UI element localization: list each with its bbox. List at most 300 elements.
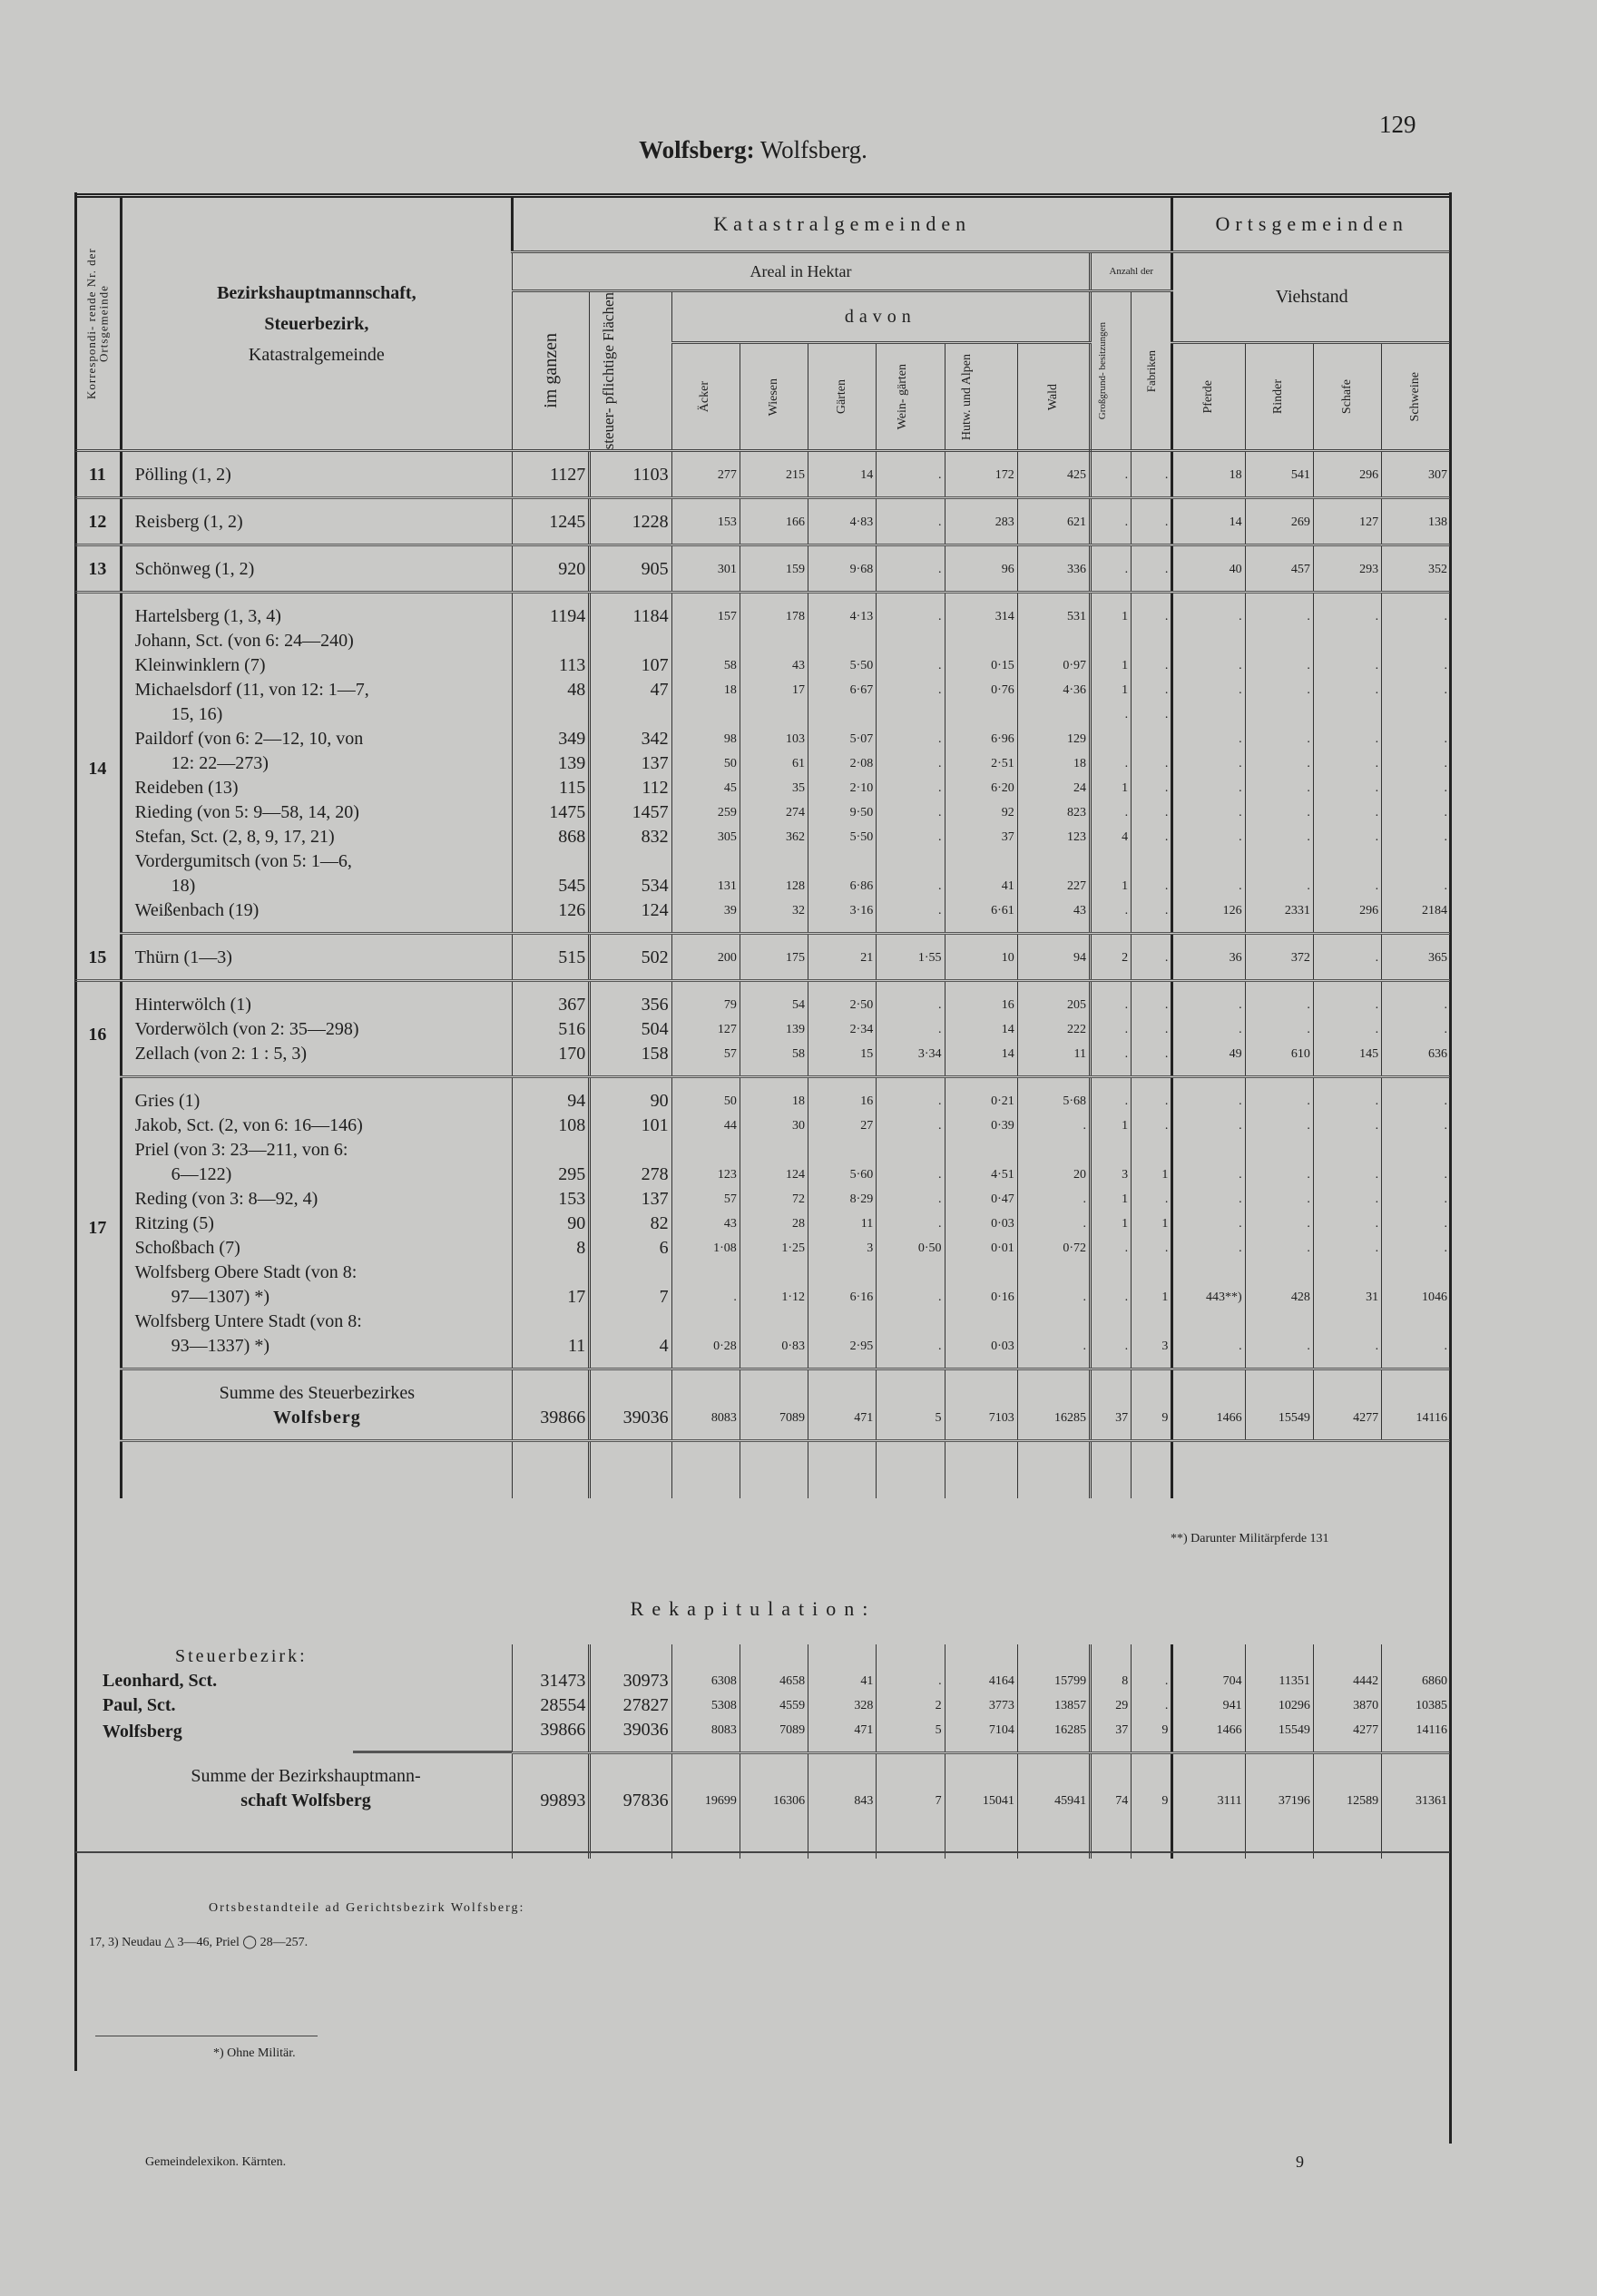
korr-number: 16 (88, 1025, 107, 1045)
cell-schafe: . (1313, 1077, 1381, 1114)
cell-wiesen (740, 1369, 808, 1407)
cell-wiesen: 35 (740, 776, 808, 800)
cell-steuerpflichtig: 47 (590, 678, 671, 702)
table-row (75, 1334, 1450, 1369)
footer-source: Gemeindelexikon. Kärnten. (145, 2155, 287, 2169)
recap-table (75, 1644, 1450, 1859)
cell-gaerten: 9·50 (808, 800, 877, 825)
tail-cell (945, 1441, 1017, 1499)
cell-grossgrund: 1 (1091, 1114, 1132, 1138)
cell-grossgrund: 1 (1091, 678, 1132, 702)
cell-aecker (671, 1753, 740, 1789)
cell-wald: 16285 (1017, 1406, 1090, 1441)
cell-rinder: 15549 (1245, 1406, 1313, 1441)
cell-aecker: 18 (671, 678, 740, 702)
cell-wiesen: 7089 (740, 1406, 808, 1441)
place-name: Stefan, Sct. (2, 8, 9, 17, 21) (121, 825, 512, 849)
cell-hutweiden: 283 (945, 498, 1017, 545)
cell-fabriken: 1 (1132, 1163, 1172, 1187)
tail-cell (671, 1441, 740, 1499)
table-row (75, 1212, 1450, 1236)
cell-schweine: . (1382, 825, 1450, 849)
cell-im-ganzen (513, 1644, 590, 1669)
cell-aecker (671, 1261, 740, 1285)
cell-pferde: 49 (1172, 1042, 1245, 1077)
cell-wald: 94 (1017, 934, 1090, 981)
table-row (75, 498, 1450, 545)
recap-label: Steuerbezirk: (175, 1646, 308, 1666)
table-row (75, 1285, 1450, 1310)
cell-hutweiden: 96 (945, 545, 1017, 593)
cell-weingaerten (877, 1310, 945, 1334)
cell-steuerpflichtig (590, 1261, 671, 1285)
cell-hutweiden: 41 (945, 874, 1017, 898)
cell-fabriken: 9 (1132, 1718, 1172, 1753)
cell-schweine (1382, 1310, 1450, 1334)
cell-pferde: 941 (1172, 1693, 1245, 1718)
cell-wiesen: 18 (740, 1077, 808, 1114)
cell-gaerten (808, 1138, 877, 1163)
cell-schafe: 3870 (1313, 1693, 1381, 1718)
cell-schweine: 6860 (1382, 1669, 1450, 1693)
cell-schafe: 145 (1313, 1042, 1381, 1077)
cell-im-ganzen (513, 629, 590, 653)
cell-fabriken: . (1132, 1236, 1172, 1261)
cell-wiesen: 16306 (740, 1789, 808, 1813)
cell-schweine: . (1382, 751, 1450, 776)
statistics-table (75, 193, 1450, 1498)
cell-hutweiden: 14 (945, 1017, 1017, 1042)
cell-weingaerten (877, 1369, 945, 1407)
cell-schafe: . (1313, 825, 1381, 849)
cell-weingaerten: . (877, 1017, 945, 1042)
cell-wiesen (740, 702, 808, 727)
korr-number: 11 (75, 451, 121, 498)
cell-grossgrund: 37 (1091, 1406, 1132, 1441)
cell-im-ganzen: 39866 (513, 1718, 590, 1753)
cell-schweine: . (1382, 1017, 1450, 1042)
cell-wald: 227 (1017, 874, 1090, 898)
cell-grossgrund (1091, 849, 1132, 874)
table-row (75, 934, 1450, 981)
cell-hutweiden (945, 629, 1017, 653)
place-name: Weißenbach (19) (121, 898, 512, 934)
cell-gaerten (808, 849, 877, 874)
cell-fabriken: . (1132, 498, 1172, 545)
cell-weingaerten: . (877, 545, 945, 593)
cell-pferde: . (1172, 593, 1245, 630)
cell-schafe (1313, 629, 1381, 653)
cell-steuerpflichtig: 137 (590, 751, 671, 776)
cell-pferde: . (1172, 1187, 1245, 1212)
cell-wiesen: 61 (740, 751, 808, 776)
cell-schweine (1382, 702, 1450, 727)
cell-wiesen: 159 (740, 545, 808, 593)
cell-rinder: . (1245, 800, 1313, 825)
cell-aecker: 131 (671, 874, 740, 898)
cell-weingaerten: . (877, 593, 945, 630)
cell-grossgrund (1091, 1310, 1132, 1334)
cell-wald: . (1017, 1334, 1090, 1369)
cell-gaerten (808, 1310, 877, 1334)
cell-aecker: 39 (671, 898, 740, 934)
cell-schafe: . (1313, 1212, 1381, 1236)
cell-aecker: 50 (671, 751, 740, 776)
cell-fabriken (1132, 1261, 1172, 1285)
place-name: 93—1337) *) (121, 1334, 512, 1369)
cell-rinder: 2331 (1245, 898, 1313, 934)
cell-steuerpflichtig: 158 (590, 1042, 671, 1077)
cell-hutweiden: 0·47 (945, 1187, 1017, 1212)
cell-steuerpflichtig: 1228 (590, 498, 671, 545)
cell-hutweiden: 6·20 (945, 776, 1017, 800)
cell-gaerten: 328 (808, 1693, 877, 1718)
cell-wald: 222 (1017, 1017, 1090, 1042)
cell-grossgrund: . (1091, 498, 1132, 545)
cell-schafe (1313, 1369, 1381, 1407)
table-row (75, 981, 1450, 1018)
cell-aecker: 8083 (671, 1718, 740, 1753)
cell-weingaerten: . (877, 981, 945, 1018)
place-name: Reisberg (1, 2) (121, 498, 512, 545)
cell-wiesen: 32 (740, 898, 808, 934)
cell-schweine (1382, 849, 1450, 874)
cell-schafe (1313, 1138, 1381, 1163)
col-wiesen: Wiesen (766, 378, 780, 416)
cell-im-ganzen (513, 1138, 590, 1163)
table-row (75, 800, 1450, 825)
table-header (75, 196, 1450, 451)
cell-wiesen: 4559 (740, 1693, 808, 1718)
korr-number: 13 (75, 545, 121, 593)
cell-wald: 15799 (1017, 1669, 1090, 1693)
cell-wald (1017, 1644, 1090, 1669)
cell-im-ganzen: 11 (513, 1334, 590, 1369)
cell-rinder (1245, 1753, 1313, 1789)
cell-grossgrund: . (1091, 1236, 1132, 1261)
cell-wiesen: 30 (740, 1114, 808, 1138)
cell-schafe: 12589 (1313, 1789, 1381, 1813)
cell-schafe: . (1313, 981, 1381, 1018)
cell-aecker (671, 629, 740, 653)
cell-im-ganzen (513, 1310, 590, 1334)
cell-wiesen: 362 (740, 825, 808, 849)
cell-fabriken: 3 (1132, 1334, 1172, 1369)
col-pferde: Pferde (1201, 379, 1216, 414)
cell-pferde: 1466 (1172, 1718, 1245, 1753)
place-name: Hinterwölch (1) (121, 981, 512, 1018)
cell-schweine: . (1382, 1334, 1450, 1369)
cell-schafe: . (1313, 1236, 1381, 1261)
place-name: Gries (1) (121, 1077, 512, 1114)
cell-schafe (1313, 1644, 1381, 1669)
cell-gaerten (808, 1369, 877, 1407)
cell-rinder: 37196 (1245, 1789, 1313, 1813)
table-row (75, 898, 1450, 934)
cell-grossgrund: 1 (1091, 653, 1132, 678)
cell-pferde: 36 (1172, 934, 1245, 981)
cell-hutweiden: 0·15 (945, 653, 1017, 678)
cell-im-ganzen (513, 849, 590, 874)
col-hutweiden: Hutw. und Alpen (960, 353, 975, 440)
cell-im-ganzen: 139 (513, 751, 590, 776)
cell-pferde: 704 (1172, 1669, 1245, 1693)
cell-fabriken: 9 (1132, 1789, 1172, 1813)
cell-steuerpflichtig: 1457 (590, 800, 671, 825)
recap-summe-row (75, 1753, 1450, 1789)
recap-summe-row (75, 1789, 1450, 1813)
cell-fabriken: . (1132, 898, 1172, 934)
cell-gaerten (808, 629, 877, 653)
recap-name: Paul, Sct. (103, 1695, 176, 1715)
cell-grossgrund (1091, 1644, 1132, 1669)
cell-wald: 129 (1017, 727, 1090, 751)
cell-gaerten: 2·34 (808, 1017, 877, 1042)
cell-aecker: 6308 (671, 1669, 740, 1693)
cell-schafe: . (1313, 1163, 1381, 1187)
cell-aecker: 45 (671, 776, 740, 800)
cell-hutweiden: 92 (945, 800, 1017, 825)
cell-gaerten: 11 (808, 1212, 877, 1236)
cell-steuerpflichtig (590, 1310, 671, 1334)
summe-row (75, 1369, 1450, 1407)
cell-weingaerten: . (877, 800, 945, 825)
cell-grossgrund: 8 (1091, 1669, 1132, 1693)
cell-schafe (1313, 849, 1381, 874)
cell-wald: 16285 (1017, 1718, 1090, 1753)
cell-hutweiden (945, 1138, 1017, 1163)
cell-gaerten: 471 (808, 1406, 877, 1441)
page-title (0, 136, 1506, 164)
cell-schweine: . (1382, 653, 1450, 678)
cell-aecker: 79 (671, 981, 740, 1018)
cell-schweine: 10385 (1382, 1693, 1450, 1718)
table-row (75, 1261, 1450, 1285)
cell-grossgrund (1091, 1261, 1132, 1285)
cell-weingaerten: . (877, 1285, 945, 1310)
cell-steuerpflichtig: 4 (590, 1334, 671, 1369)
name-header-l3: Katastralgemeinde (248, 344, 385, 365)
cell-steuerpflichtig: 112 (590, 776, 671, 800)
cell-rinder: . (1245, 678, 1313, 702)
cell-steuerpflichtig (590, 849, 671, 874)
name-header-l2: Steuerbezirk, (264, 313, 369, 334)
footnote-pferde: **) Darunter Militärpferde 131 (1171, 1532, 1329, 1545)
cell-gaerten: 21 (808, 934, 877, 981)
cell-schweine: 2184 (1382, 898, 1450, 934)
cell-pferde: . (1172, 1334, 1245, 1369)
tail-cell (808, 1441, 877, 1499)
table-row (75, 1042, 1450, 1077)
cell-aecker: 277 (671, 451, 740, 498)
cell-pferde (1172, 1261, 1245, 1285)
cell-aecker: 57 (671, 1042, 740, 1077)
tail-cell (121, 1441, 512, 1499)
cell-im-ganzen: 28554 (513, 1693, 590, 1718)
cell-wald (1017, 849, 1090, 874)
cell-wald: 205 (1017, 981, 1090, 1018)
cell-gaerten: 2·10 (808, 776, 877, 800)
col-weingaerten: Wein- gärten (896, 364, 910, 430)
place-name: Ritzing (5) (121, 1212, 512, 1236)
cell-wiesen: 1·25 (740, 1236, 808, 1261)
cell-rinder (1245, 849, 1313, 874)
cell-gaerten (808, 1644, 877, 1669)
cell-grossgrund: . (1091, 800, 1132, 825)
cell-wald: 5·68 (1017, 1077, 1090, 1114)
cell-aecker: . (671, 1285, 740, 1310)
table-row (75, 451, 1450, 498)
cell-schafe: 4442 (1313, 1669, 1381, 1693)
place-name: 12: 22—273) (121, 751, 512, 776)
place-name: Priel (von 3: 23—211, von 6: (121, 1138, 512, 1163)
cell-wiesen (740, 1138, 808, 1163)
cell-grossgrund (1091, 727, 1132, 751)
cell-wiesen: 178 (740, 593, 808, 630)
cell-gaerten: 5·60 (808, 1163, 877, 1187)
cell-weingaerten (877, 849, 945, 874)
cell-schweine: 365 (1382, 934, 1450, 981)
cell-schafe: . (1313, 1114, 1381, 1138)
cell-pferde: . (1172, 1017, 1245, 1042)
cell-schafe: . (1313, 874, 1381, 898)
cell-steuerpflichtig: 30973 (590, 1669, 671, 1693)
col-grossgrund: Großgrund- besitzungen (1096, 322, 1108, 420)
cell-gaerten: 9·68 (808, 545, 877, 593)
tail-cell (1382, 1441, 1450, 1499)
cell-wald: 336 (1017, 545, 1090, 593)
cell-im-ganzen: 8 (513, 1236, 590, 1261)
cell-grossgrund: 1 (1091, 1187, 1132, 1212)
summe-row (75, 1406, 1450, 1441)
cell-im-ganzen (513, 1753, 590, 1789)
table-row (75, 1077, 1450, 1114)
cell-grossgrund (1091, 1138, 1132, 1163)
cell-pferde: . (1172, 727, 1245, 751)
cell-pferde: . (1172, 825, 1245, 849)
cell-pferde: . (1172, 776, 1245, 800)
cell-weingaerten: . (877, 498, 945, 545)
cell-schafe: . (1313, 1334, 1381, 1369)
table-row (75, 1187, 1450, 1212)
cell-rinder: . (1245, 825, 1313, 849)
summe-label-name: Wolfsberg (121, 1406, 512, 1441)
cell-steuerpflichtig: 504 (590, 1017, 671, 1042)
cell-im-ganzen: 115 (513, 776, 590, 800)
cell-steuerpflichtig: 356 (590, 981, 671, 1018)
cell-wiesen (740, 1261, 808, 1285)
cell-im-ganzen: 170 (513, 1042, 590, 1077)
cell-fabriken: . (1132, 800, 1172, 825)
cell-hutweiden: 172 (945, 451, 1017, 498)
cell-grossgrund: . (1091, 751, 1132, 776)
cell-grossgrund: . (1091, 451, 1132, 498)
cell-hutweiden: 6·61 (945, 898, 1017, 934)
cell-grossgrund: . (1091, 981, 1132, 1018)
table-row (75, 678, 1450, 702)
cell-aecker (671, 1369, 740, 1407)
table-row (75, 593, 1450, 630)
cell-rinder: . (1245, 1334, 1313, 1369)
cell-schweine (1382, 1644, 1450, 1669)
cell-pferde: . (1172, 1114, 1245, 1138)
cell-wiesen: 103 (740, 727, 808, 751)
cell-hutweiden: 14 (945, 1042, 1017, 1077)
cell-hutweiden: 16 (945, 981, 1017, 1018)
cell-hutweiden: 10 (945, 934, 1017, 981)
recap-title: Rekapitulation: (630, 1597, 877, 1620)
cell-schweine (1382, 629, 1450, 653)
cell-hutweiden (945, 1753, 1017, 1789)
cell-weingaerten: . (877, 1187, 945, 1212)
cell-gaerten: 3·16 (808, 898, 877, 934)
cell-im-ganzen: 920 (513, 545, 590, 593)
cell-gaerten: 3 (808, 1236, 877, 1261)
cell-wald (1017, 1753, 1090, 1789)
korr-number: 14 (88, 759, 107, 780)
cell-steuerpflichtig: 342 (590, 727, 671, 751)
cell-fabriken (1132, 849, 1172, 874)
place-name: Kleinwinklern (7) (121, 653, 512, 678)
cell-fabriken (1132, 1644, 1172, 1669)
cell-steuerpflichtig: 27827 (590, 1693, 671, 1718)
place-name: Schönweg (1, 2) (121, 545, 512, 593)
cell-hutweiden: 0·76 (945, 678, 1017, 702)
cell-weingaerten: . (877, 1212, 945, 1236)
place-name: Reding (von 3: 8—92, 4) (121, 1187, 512, 1212)
cell-fabriken (1132, 1753, 1172, 1789)
footer-signature: 9 (1296, 2153, 1304, 2171)
cell-wald (1017, 1138, 1090, 1163)
cell-aecker (671, 1138, 740, 1163)
cell-weingaerten: . (877, 451, 945, 498)
cell-schweine: 31361 (1382, 1789, 1450, 1813)
cell-weingaerten: 5 (877, 1406, 945, 1441)
cell-im-ganzen: 1245 (513, 498, 590, 545)
cell-hutweiden: 3773 (945, 1693, 1017, 1718)
cell-im-ganzen: 99893 (513, 1789, 590, 1813)
table-row (75, 1138, 1450, 1163)
cell-schafe: . (1313, 800, 1381, 825)
recap-name: Wolfsberg (75, 1718, 513, 1753)
cell-im-ganzen: 515 (513, 934, 590, 981)
summe-label: Summe des Steuerbezirkes (121, 1369, 512, 1407)
cell-aecker: 5308 (671, 1693, 740, 1718)
table-row (75, 545, 1450, 593)
orts-heading: Ortsbestandteile ad Gerichtsbezirk Wolfsberg: (209, 1901, 525, 1915)
cell-pferde: 18 (1172, 451, 1245, 498)
cell-wald: 24 (1017, 776, 1090, 800)
cell-steuerpflichtig (590, 1138, 671, 1163)
katastral-header: Katastralgemeinden (513, 196, 1172, 252)
cell-pferde (1172, 849, 1245, 874)
cell-rinder: 372 (1245, 934, 1313, 981)
cell-schweine: 138 (1382, 498, 1450, 545)
cell-hutweiden: 4164 (945, 1669, 1017, 1693)
cell-wiesen: 1·12 (740, 1285, 808, 1310)
cell-pferde: . (1172, 1077, 1245, 1114)
cell-rinder (1245, 1644, 1313, 1669)
cell-steuerpflichtig: 137 (590, 1187, 671, 1212)
cell-wiesen: 7089 (740, 1718, 808, 1753)
place-name: Vordergumitsch (von 5: 1—6, (121, 849, 512, 874)
cell-fabriken: . (1132, 545, 1172, 593)
cell-rinder: 10296 (1245, 1693, 1313, 1718)
name-header-l1: Bezirkshauptmannschaft, (217, 282, 416, 303)
cell-steuerpflichtig: 905 (590, 545, 671, 593)
cell-wiesen: 43 (740, 653, 808, 678)
cell-im-ganzen (513, 702, 590, 727)
